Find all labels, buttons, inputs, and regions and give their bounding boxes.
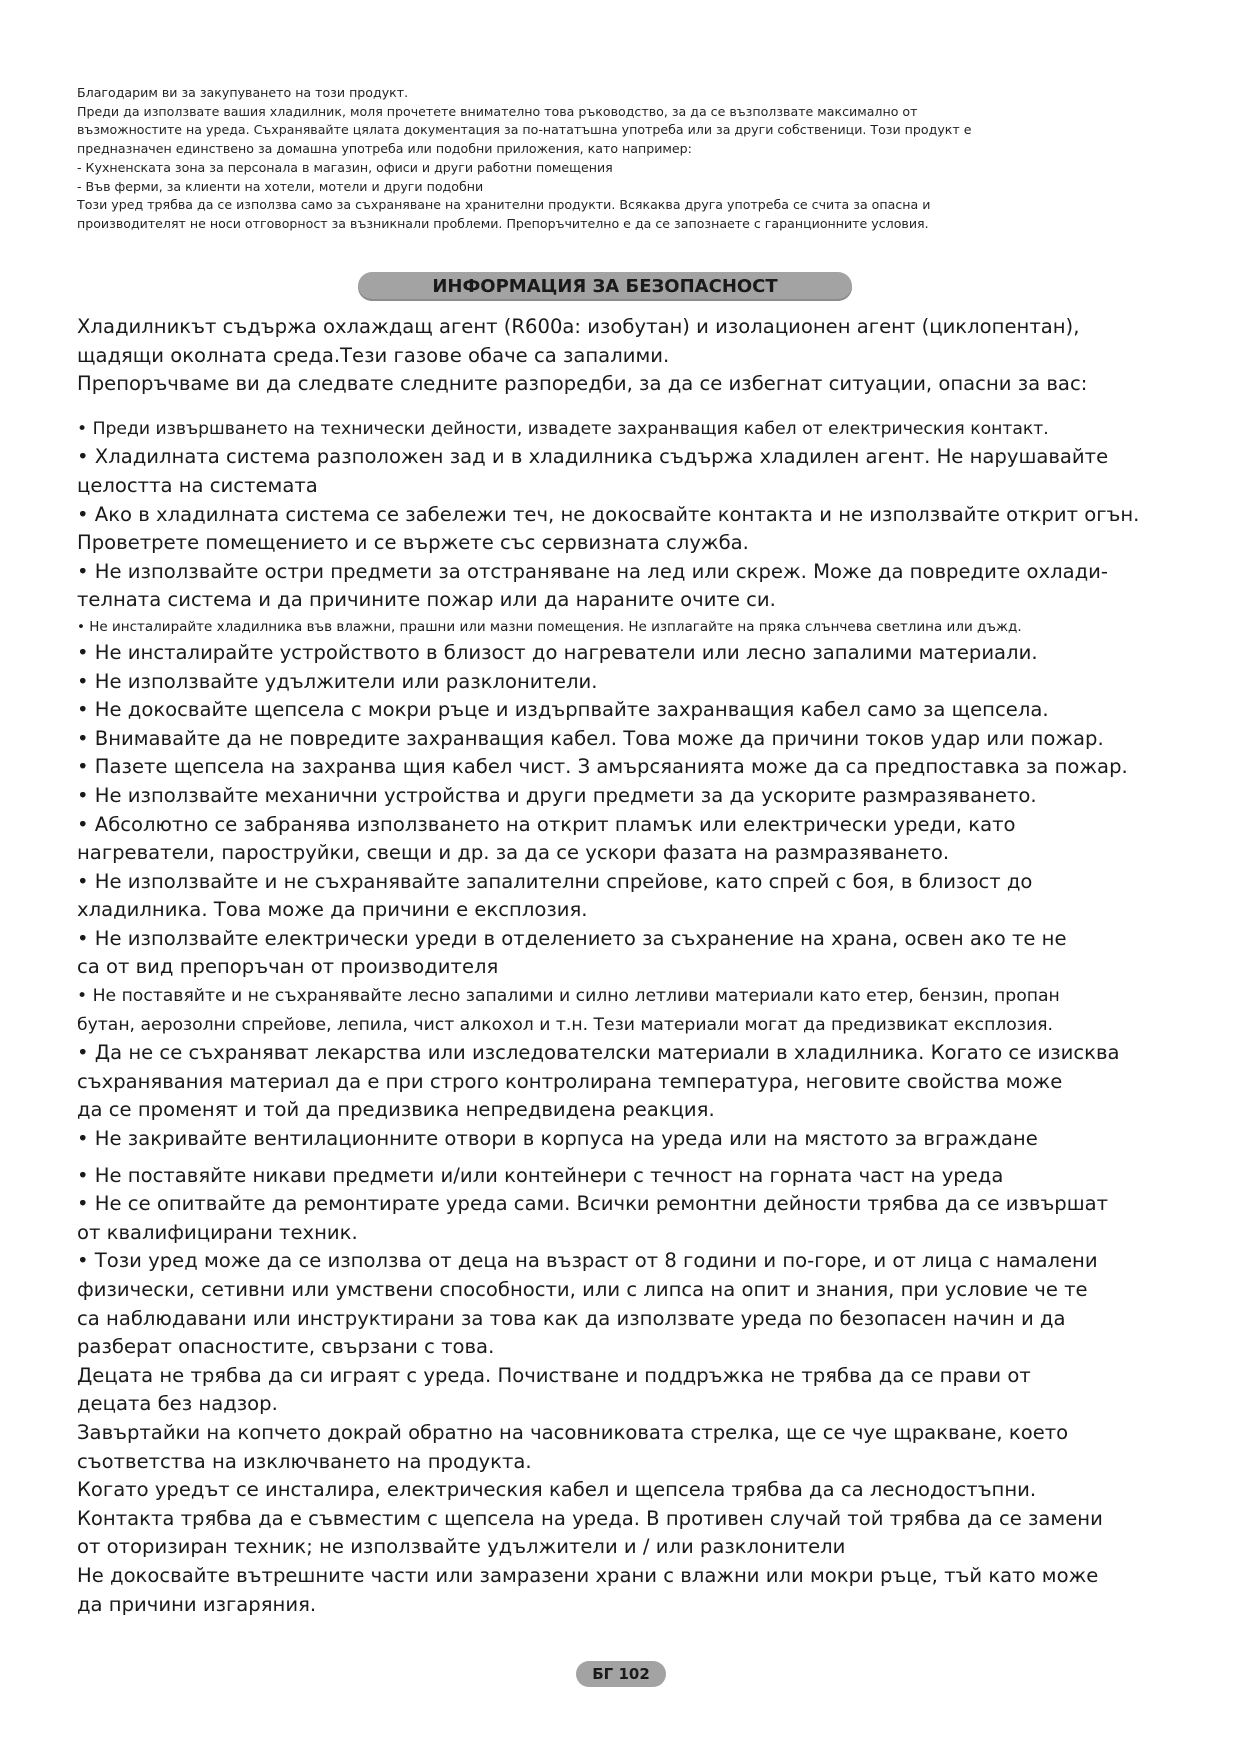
safety-line: са от вид препоръчан от производителя [77,955,499,979]
safety-line: • Да не се съхраняват лекарства или изследователски материали в хладилника. Когато се изисква [77,1041,1120,1065]
safety-line: от оторизиран техник; не използвайте удължители и / или разклонители [77,1535,846,1559]
safety-line: разберат опасностите, свързани с това. [77,1335,495,1359]
safety-line: Проветрете помещението и се вържете със сервизната служба. [77,531,749,555]
safety-line: да се променят и той да предизвика непредвидена реакция. [77,1098,715,1122]
safety-line: целостта на системата [77,473,318,497]
spacer [77,1154,1177,1162]
intro-line: възможностите на уреда. Съхранявайте цялата документация за по-нататъшна употреба или за други собственици. Този продукт е [77,122,972,138]
safety-line: бутан, аерозолни спрейове, лепила, чист алкохол и т.н. Тези материали могат да предизвикат експлозия. [77,1014,1053,1035]
safety-line: нагреватели, пароструйки, свещи и др. за да се ускори фазата на размразяването. [77,841,950,865]
safety-line: • Не инсталирайте устройството в близост до нагреватели или лесно запалими материали. [77,640,1038,664]
intro-line: производителят не носи отговорност за възникнали проблеми. Препоръчително е да се запознаете с гаранционните условия. [77,215,929,231]
intro-line: предназначен единствено за домашна употреба или подобни приложения, като например: [77,141,692,157]
safety-line: • Не използвайте остри предмети за отстраняване на лед или скреж. Може да повредите охлади- [77,559,1108,583]
safety-line: • Не поставяйте никави предмети и/или контейнери с течност на горната част на уреда [77,1163,1004,1187]
safety-line: съответства на изключването на продукта. [77,1449,532,1473]
safety-intro-line: Хладилникът съдържа охлаждащ агент (R600a: изобутан) и изолационен агент (циклопентан), [77,315,1080,338]
safety-line: • Преди извършването на технически дейности, извадете захранващия кабел от електрическия контакт. [77,418,1049,439]
safety-line: • Този уред може да се използва от деца на възраст от 8 години и по-горе, и от лица с намалени [77,1249,1098,1273]
safety-line: Не докосвайте вътрешните части или замразени храни с влажни или мокри ръце, тъй като може [77,1563,1099,1587]
safety-line: • Ако в хладилната система се забележи теч, не докосвайте контакта и не използвайте открит огън. [77,502,1140,526]
safety-line: • Не използвайте механични устройства и други предмети за да ускорите размразяването. [77,783,1037,807]
spacer [77,399,1177,415]
safety-line: • Внимавайте да не повредите захранващия кабел. Това може да причини токов удар или пожар. [77,726,1104,750]
section-title-banner [358,272,852,301]
safety-intro-line: Препоръчваме ви да следвате следните разпоредби, за да се избегнат ситуации, опасни за вас: [77,372,1088,396]
safety-line: • Не поставяйте и не съхранявайте лесно запалими и силно летливи материали като етер, бензин, пропан [77,986,1060,1007]
safety-line: са наблюдавани или инструктирани за това как да използвате уреда по безопасен начин и да [77,1306,1066,1330]
safety-line: • Не докосвайте щепсела с мокри ръце и издърпвайте захранващия кабел само за щепсела. [77,698,1049,722]
safety-line: Завъртайки на копчето докрай обратно на часовниковата стрелка, ще се чуе щракване, което [77,1420,1069,1444]
safety-line: • Не инсталирайте хладилника във влажни, прашни или мазни помещения. Не изплагайте на пряка слънчева светлина или дъжд. [77,618,1022,635]
intro-paragraph [77,84,1077,234]
intro-line: Този уред трябва да се използва само за съхраняване на хранителни продукти. Всякаква друга употреба се счита за опасна и [77,197,931,213]
page-number-badge [576,1661,666,1687]
safety-intro-line: щадящи околната среда.Тези газове обаче са запалими. [77,343,670,367]
intro-line: Преди да използвате вашия хладилник, моля прочетете внимателно това ръководство, за да се възползвате максимално от [77,103,918,119]
safety-line: децата без надзор. [77,1392,278,1416]
safety-line: Контакта трябва да е съвместим с щепсела на уреда. В противен случай той трябва да се замени [77,1506,1103,1530]
safety-line: • Не използвайте удължители или разклонители. [77,669,598,693]
section-title: ИНФОРМАЦИЯ ЗА БЕЗОПАСНОСТ [432,276,778,297]
safety-line: от квалифицирани техник. [77,1220,358,1244]
intro-line: Благодарим ви за закупуването на този продукт. [77,85,409,100]
intro-line: - Кухненската зона за персонала в магазин, офиси и други работни помещения [77,159,613,175]
safety-line: • Хладилната система разположен зад и в хладилника съдържа хладилен агент. Не нарушавайте [77,445,1109,469]
safety-line: • Не използвайте електрически уреди в отделението за съхранение на храна, освен ако те не [77,926,1067,950]
safety-line: телната система и да причините пожар или да нараните очите си. [77,588,776,612]
safety-line: Децата не трябва да си играят с уреда. Почистване и поддръжка не трябва да се прави от [77,1363,1031,1387]
safety-text [77,313,1177,1619]
safety-line: • Не използвайте и не съхранявайте запалителни спрейове, като спрей с боя, в близост до [77,869,1033,893]
intro-line: - Във ферми, за клиенти на хотели, мотели и други подобни [77,178,484,194]
safety-line: • Пазете щепсела на захранва щия кабел чист. З амърсяанията може да са предпоставка за пожар. [77,755,1128,779]
safety-line: • Не се опитвайте да ремонтирате уреда сами. Всички ремонтни дейности трябва да се извършат [77,1192,1109,1216]
safety-line: съхранявания материал да е при строго контролирана температура, неговите свойства може [77,1069,1063,1093]
safety-line: хладилника. Това може да причини е експлозия. [77,898,588,922]
safety-line: да причини изгаряния. [77,1592,317,1616]
safety-line: Когато уредът се инсталира, електрическия кабел и щепсела трябва да са леснодостъпни. [77,1478,1037,1502]
page-number: БГ 102 [592,1665,650,1683]
safety-line: • Не закривайте вентилационните отвори в корпуса на уреда или на мястото за вграждане [77,1127,1038,1151]
safety-line: • Абсолютно се забранява използването на открит пламък или електрически уреди, като [77,812,1016,836]
safety-line: физически, сетивни или умствени способности, или с липса на опит и знания, при условие че те [77,1278,1088,1301]
